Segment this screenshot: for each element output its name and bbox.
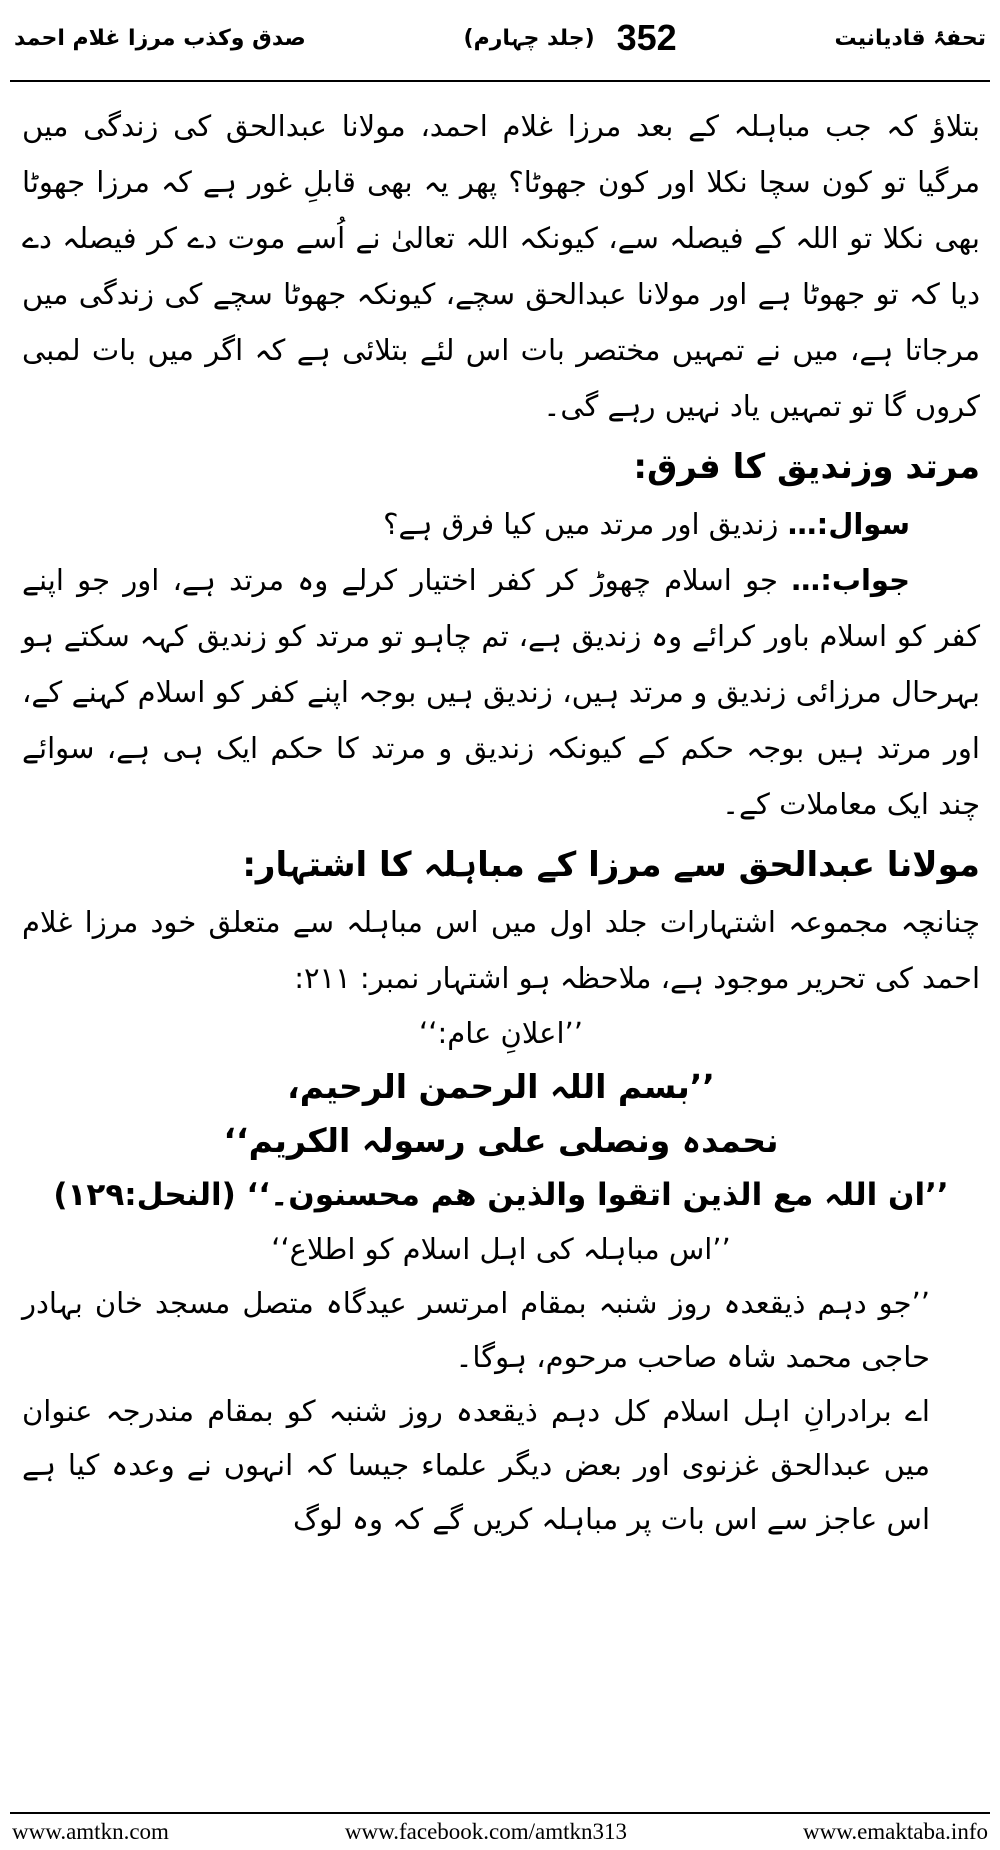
volume-label: (جلد چہارم): [463, 25, 595, 51]
book-title: تحفۂ قادیانیت: [834, 25, 986, 51]
bismillah: ’’بسم اللہ الرحمن الرحیم،: [287, 1067, 715, 1106]
verse: ’’ان اللہ مع الذین اتقوا والذین ھم محسنون۔‘‘ (النحل:۱۲۹): [53, 1177, 949, 1213]
footer-link-emaktaba[interactable]: www.emaktaba.info: [802, 1819, 988, 1844]
question: [22, 496, 980, 552]
chapter-title: صدق وکذب مرزا غلام احمد: [14, 25, 306, 51]
page-title-block: [464, 17, 677, 59]
heading-announcement: مولانا عبدالحق سے مرزا کے مباہلہ کا اشتہار:: [242, 845, 980, 885]
footer-divider: [10, 1812, 990, 1814]
question-text: زندیق اور مرتد میں کیا فرق ہے؟: [383, 507, 779, 541]
page-header: [14, 0, 986, 76]
announcement-intro: چنانچہ مجموعہ اشتہارات جلد اول میں اس مباہلہ سے متعلق خود مرزا غلام احمد کی تحریر موجود ہے، ملاحظہ ہو اشتہار نمبر: ۲۱۱:: [22, 905, 980, 995]
heading-difference: مرتد وزندیق کا فرق:: [633, 447, 980, 487]
date-line: ’’جو دہم ذیقعدہ روز شنبہ بمقام امرتسر عیدگاہ متصل مسجد خان بہادر حاجی محمد شاہ صاحب مرحوم، ہوگا۔: [22, 1286, 930, 1374]
mubahala-notice: ’’اس مباہلہ کی اہل اسلام کو اطلاع‘‘: [271, 1232, 731, 1266]
answer: [22, 552, 980, 832]
page-body: [22, 98, 980, 1546]
public-notice: ’’اعلانِ عام:‘‘: [419, 1016, 583, 1050]
page-number: 352: [616, 17, 677, 58]
page-footer: [12, 1818, 988, 1846]
question-label: سوال:…: [787, 507, 910, 541]
intro-paragraph: بتلاؤ کہ جب مباہلہ کے بعد مرزا غلام احمد، مولانا عبدالحق کی زندگی میں مرگیا تو کون سچا نکلا اور کون جھوٹا؟ پھر یہ بھی قابلِ غور ہے کہ مرزا جھوٹا بھی نکلا تو اللہ کے فیصلہ سے، کیونکہ اللہ تعالیٰ نے اُسے موت دے کر فیصلہ دے دیا کہ تو جھوٹا ہے اور مولانا عبدالحق سچے، کیونکہ جھوٹا سچے کی زندگی میں مرجاتا ہے، میں نے تمہیں مختصر بات اس لئے بتلائی ہے کہ اگر میں بات لمبی کروں گا تو تمہیں یاد نہیں رہے گی۔: [22, 109, 980, 423]
answer-label: جواب:…: [791, 563, 911, 597]
footer-link-amtkn[interactable]: www.amtkn.com: [12, 1819, 169, 1844]
brothers-line: اے برادرانِ اہل اسلام کل دہم ذیقعدہ روز شنبہ کو بمقام مندرجہ عنوان میں عبدالحق غزنوی اور بعض دیگر علماء جیسا کہ انہوں نے وعدہ کیا ہے اس عاجز سے اس بات پر مباہلہ کریں گے کہ وہ لوگ: [22, 1394, 930, 1536]
footer-link-facebook[interactable]: www.facebook.com/amtkn313: [344, 1819, 628, 1844]
answer-text: جو اسلام چھوڑ کر کفر اختیار کرلے وہ مرتد ہے، اور جو اپنے کفر کو اسلام باور کرائے وہ زندیق ہے، تم چاہو تو مرتد کو زندیق کہہ سکتے ہو بہرحال مرزائی زندیق و مرتد ہیں، زندیق ہیں بوجہ اپنے کفر کو اسلام کہنے کے، اور مرتد ہیں بوجہ حکم کے کیونکہ زندیق و مرتد کا حکم ایک ہی ہے، سوائے چند ایک معاملات کے۔: [22, 563, 980, 821]
nahmaduhu: نحمدہ ونصلی علی رسولہ الکریم‘‘: [223, 1121, 779, 1160]
header-divider: [10, 80, 990, 82]
